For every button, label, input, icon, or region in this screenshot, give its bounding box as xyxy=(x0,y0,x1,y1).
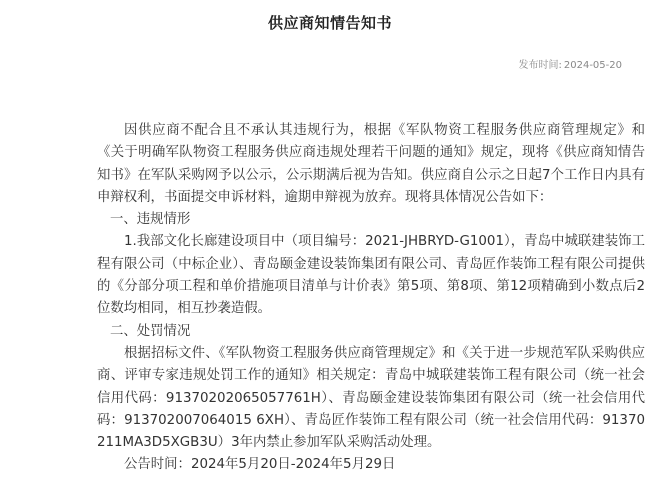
publish-info xyxy=(519,56,623,71)
penalty-paragraph: 根据招标文件、《军队物资工程服务供应商管理规定》和《关于进一步规范军队采购供应商、评审专家违规处罚工作的通知》相关规定：青岛中城联建装饰工程有限公司（统一社会信用代码：91370202065057761H）、青岛颐金建设装饰集团有限公司（统一社会信用代码：913702007064015 6XH）、青岛匠作装饰工程有限公司（统一社会信用代码：91370211MA3D5XGB3U）3年内禁止参加军队采购活动处理。 xyxy=(97,345,645,451)
intro-paragraph: 因供应商不配合且不承认其违规行为，根据《军队物资工程服务供应商管理规定》和《关于明确军队物资工程服务供应商违规处理若干问题的通知》规定，现将《供应商知情告知书》在军队采购网予以公示，公示期满后视为告知。供应商自公示之日起7个工作日内具有申辩权利，书面提交申诉材料，逾期申辩视为放弃。现将具体情况公告如下： xyxy=(97,123,645,205)
publish-date: 2024-05-20 xyxy=(563,60,622,71)
notice-body xyxy=(97,120,645,477)
section-heading-violation: 一、违规情形 xyxy=(110,212,191,228)
violation-paragraph: 1.我部文化长廊建设项目中（项目编号：2021-JHBRYD-G1001），青岛中城联建装饰工程有限公司（中标企业）、青岛颐金建设装饰集团有限公司、青岛匠作装饰工程有限公司提供的《分部分项工程和单价措施项目清单与计价表》第5项、第8项、第12项精确到小数点后2位数均相同，相互抄袭造假。 xyxy=(97,234,645,317)
notice-period: 公告时间：2024年5月20日-2024年5月29日 xyxy=(124,457,396,473)
document-title: 供应商知情告知书 xyxy=(267,14,392,32)
section-heading-penalty: 二、处罚情况 xyxy=(110,323,191,339)
publish-label: 发布时间: xyxy=(518,60,562,71)
